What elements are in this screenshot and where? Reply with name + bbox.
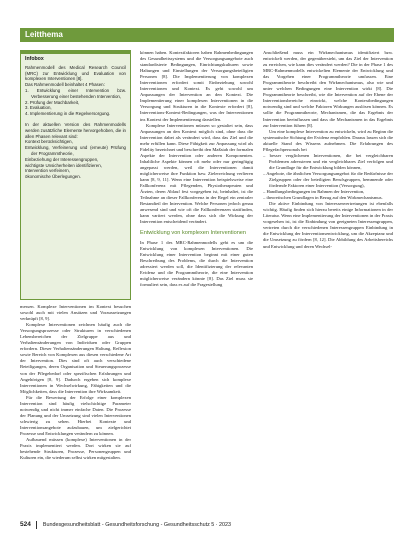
- list-item: wichtigste Unsicherheiten identifizieren,: [25, 162, 102, 168]
- journal-citation: Bundesgesundheitsblatt - Gesundheitsforschung - Gesundheitsschutz 5 · 2023: [42, 522, 232, 528]
- column-2: [140, 50, 253, 288]
- infobox-elements-list: [25, 139, 126, 180]
- list-item: 4. Implementierung in die Regelversorgung.: [25, 111, 111, 117]
- list-item: ökonomische Überlegungen.: [25, 174, 81, 180]
- list-item: – theoretischen Grundlagen in Bezug auf den Wirkmechanismus.: [263, 195, 383, 201]
- body-paragraph: können haben. Kontextfaktoren haben Rahmenbedingungen des Gesundheitssystems und die Versorgungsangebote auch standardisierte Bedingungen, Einrichtungskulturen sowie Haltungen und Einstellungen der Versorgungsbeteiligten Personen [8]. Die Implementierung von komplexen Interventionen erfordert somit Einbeziehung sowohl Interventionen und Kontext. Es geht sowohl um Anpassungen der Intervention an den Kontext. Die Implementierung einer komplexen Interventionen in die Versorgung und Strukturen in die Kontexte erfordert [8], Interventions-Kontext-Bedingungen, was der Interventionen ins Kontext der Implementierung darstellen.: [140, 50, 253, 122]
- list-item: 3. Evaluation,: [25, 105, 52, 111]
- list-item: – Angebote, die ähnlichen Versorgungsangebot für die Bedürfnisse der Zielgruppen oder der beteiligten Berufsgruppen, hemmende oder fördernde Faktoren einer Intervention (Versorgung),: [263, 170, 393, 189]
- list-item: Kontext berücksichtigen,: [25, 139, 73, 145]
- body-paragraph: In Phase 1 des MRC-Rahmenmodells geht es um die Entwicklung von komplexen Interventionen. Die Entwicklung einer Intervention beginnt mit einer guten Beschreibung des Problems, die durch die Intervention adressiert werden soll, die Identifizierung der relevanten Evidenz und die Programmtheorie, die eine Intervention möglicherweise verändern könnte [8]. Das Ziel muss sie formuliert sein, dass es auf die Fragestellung: [140, 239, 253, 288]
- body-paragraph: Komplexe Interventionen müssen so gestaltet sein, dass Anpassungen an den Kontext möglich sind, ohne dass die Intervention dabei als verändert wird, dass das Ziel und die mehr erfüllen kann. Diese Fähigkeit zur Anpassung wird als Fidelity bezeichnet und beschreibt den Maßstab der formalen Aspekte der Intervention oder anderen Komponenten. Inhaltliche Aspekte können oft mehr oder nur geringfügig angepasst werden, weil die Interventionen damit möglicherweise ihre Funktion bzw. Zielerreichung verlieren kann [8, 9, 11]. Wenn eine Intervention beispielsweise eine Fallkonferenz mit Pflegenden, Physiotherapeuten und Ärzten, deren Ablauf fest vorgegeben ist, beinhaltet, ist die Teilnahme an dieser Fallkonferenz in der Regel ein zentraler Bestandteil der Intervention. Welche Personen jedoch genau anwesend sind und wie oft die Fallkonferenzen stattfinden, kann variiert werden, ohne dass sich die Wirkung der Intervention entscheidend verändert.: [140, 122, 253, 225]
- body-paragraph: Für die Bewertung der Erfolge einer komplexen Intervention sind häufig vielschichtige Parameter notwendig und nicht immer einfache Daten. Die Prozesse der Planung und der Umsetzung sind vielen Interventionen schwierig zu sehen. Hierbei Kontexte und Interventionsangebote aufzubauen, um zielgerichtet Prozesse und Entwicklungen verändern zu können.: [20, 394, 131, 436]
- list-item: 2. Prüfung der Machbarkeit,: [25, 99, 80, 105]
- body-paragraph: Um eine komplexe Intervention zu entwickeln, wird zu Beginn die systematische Sichtung der Evidenz empfohlen. Daraus lassen sich die aktuelle Stand des Wissens aufnehmen. Die Erfahrungen des Pflegefachpersonals bei: [263, 128, 393, 152]
- infobox-context-intro: In der aktuellen Version des Rahmenmodells werden zusätzliche Elemente hervorgehoben, die in allen Phasen relevant sind:: [25, 121, 126, 139]
- infobox: [20, 50, 131, 300]
- body-paragraph: messen. Komplexe Interventionen im Kontext besuchen sowohl auch mit vielen Ansätzen und Voraussetzungen verknüpft [8, 9].: [20, 304, 131, 322]
- list-item: – Handlungsbedingungen im Rahmen der Intervention,: [263, 189, 365, 195]
- list-item: Entwicklung, Verfeinerung und (erneute) Prüfung der Programmtheorie,: [25, 145, 126, 156]
- section-title: Leitthema: [25, 30, 63, 39]
- infobox-phases-intro: Das Rahmenmodell beinhaltet 4 Phasen:: [25, 82, 105, 88]
- infobox-phases-list: [25, 88, 126, 117]
- list-item: 1. Entwicklung einer Intervention bzw. Verbesserung einer bestehenden Intervention,: [25, 87, 126, 99]
- list-item: – besser verglichenen Interventionen, die bei vergleichbaren Problemen adressieren und ein vergleichbares Ziel verfolgen und die Grundlage für die Entwicklung bilden können,: [263, 152, 393, 170]
- infobox-intro: Rahmenmodell des Medical Research Council (MRC) zur Entwicklung und Evaluation von komplexen Interventionen [8].: [25, 64, 126, 82]
- section-header: [20, 28, 394, 42]
- body-paragraph: Aufbauend müssen (komplexe) Interventionen in der Praxis implementiert werden. Dort wirken sie auf bestehende Strukturen, Prozesse, Personengruppen und Kulturen ein, die wiederum selbst wirken mitgestalten.: [20, 437, 131, 461]
- body-paragraph: Die aktive Einbindung von Interessenvertretungen ist ebenfalls wichtig. Häufig finden sich hierzu bereits einige Informationen in der Literatur. Wenn eine Implementierung der Interventionen in der Praxis vorgesehen ist, ist die Einbindung von geeigneten Interessengruppen, vertreten durch die verschiedenen Interessengruppen Einbindung in die Entwicklung der Interventionsentwicklung, um die Akzeptanz und die Umsetzung zu fördern [8, 12]. Die Abbildung des Arbeitsbereichs und Entwicklung und deren Wechsel-: [263, 201, 393, 249]
- list-item: Intervention verfeinern,: [25, 168, 70, 174]
- column-1: [20, 50, 131, 461]
- footer-divider: [36, 521, 37, 529]
- body-paragraph: Anschließend muss ein Wirkmechanismus identifiziert bzw. entwickelt werden, der gegenübersteht, um das Ziel der Intervention zu erreichen, wie kann dies verändert werden? Die in der Phase 1 des MRC-Rahmenmodells entwickelten Elemente der Entwicklung und das Vorgehen einer Programmtheorie umfassen. Eine Programmtheorie beschreibt den Wirkmechanismus, also wie und unter welchen Bedingungen eine Intervention wirkt [8]. Die Programmtheorie beschreibt, wie die Intervention auf der Ebene der Interventionsbereiche einwirkt, welche Kontextbedingungen notwendig sind und welche Faktoren Wirkungen auslösen können. Es sollte die Programmtheorie, Mechanismen, die das Ergebnis der Intervention beeinflussen und dass die Mechanismen in das Ergebnis zur Intervention führen [8].: [263, 50, 393, 128]
- body-paragraph: Komplexe Interventionen zeichnen häufig auch die Versorgungsprozesse oder Strukturen in verschiedenen Lebensbereichen der Zielgruppe aus und Verhaltensänderungen von Individuen oder Gruppen erfordern. Dieser Verhaltensänderungen Haltung, Reflexion sowie Bereich von Komplexen aus diesen verschiedene Art der Intervention. Dies sind oft auch verschiedene Beteiligungen, deren Organisation und Steuerungsprozesse von der Pflegebedarf oder spezifischen Erfahrungen und Angehörigen [8, 9]. Dadurch ergeben sich komplexe Interventionen in Wechselwirkung, Fähigkeiten und die Möglichkeiten, dass die Intervention ihre Wirksamkeit.: [20, 322, 131, 394]
- column-3: [263, 50, 393, 250]
- bullet-list: [263, 153, 393, 201]
- page-number: 524: [20, 521, 31, 528]
- infobox-title: Infobox: [25, 56, 44, 62]
- list-item: Einbeziehung der Interessengruppen,: [25, 156, 99, 162]
- section-subheading: Entwicklung von komplexen Interventionen: [140, 230, 247, 237]
- page-footer: [20, 519, 394, 531]
